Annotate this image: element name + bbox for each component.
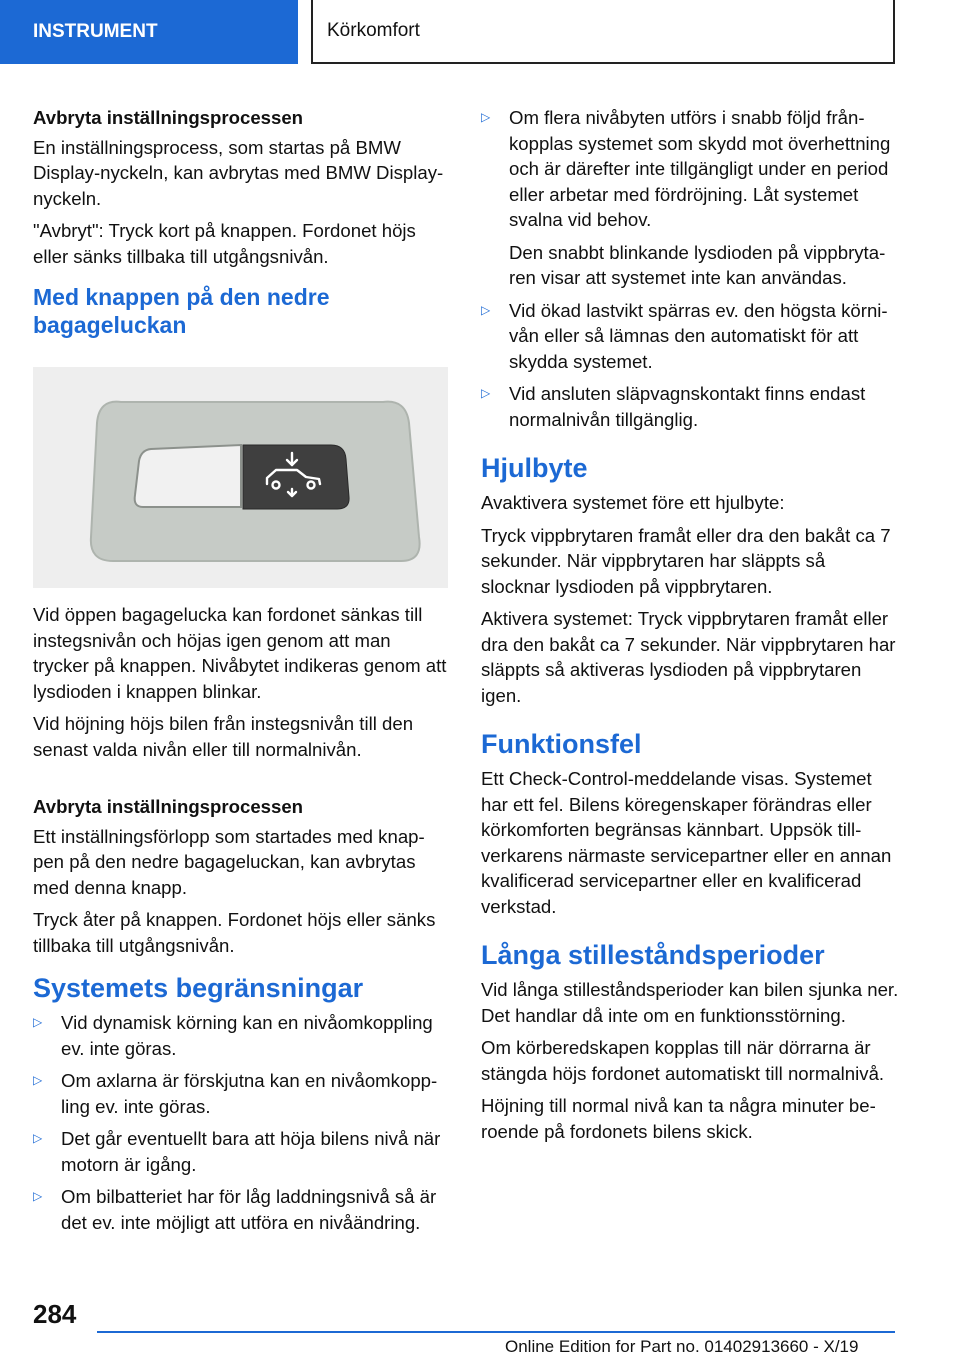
paragraph: "Avbryt": Tryck kort på knappen. Fordonet höjs eller sänks tillbaka till utgångsnivån. (33, 220, 416, 267)
heading-system-limits: Systemets begränsningar (33, 973, 364, 1003)
list-item (481, 381, 899, 432)
paragraph: Tryck vippbrytaren framåt eller dra den bakåt ca 7 sekunder. När vippbrytaren har släppts så slocknar lysdioden på vippbrytaren. (481, 524, 891, 597)
list-item-text: Om flera nivåbyten utförs i snabb följd frånkopplas systemet som skydd mot överhettning och är därefter inte tillgängligt under en period eller arbetar med fördröjning. Låt systemet svalna vid behov. (509, 107, 891, 230)
triangle-bullet-icon: ▷ (481, 110, 491, 124)
subheading-cancel-1: Avbryta inställningsprocessen (33, 107, 304, 128)
page-number: 284 (33, 1299, 77, 1329)
section-tab (0, 0, 298, 64)
paragraph: Höjning till normal nivå kan ta några minuter beroende på fordonets bilens skick. (481, 1095, 876, 1142)
left-column (33, 105, 448, 1242)
footer-divider (97, 1331, 895, 1333)
paragraph: Vid höjning höjs bilen från instegsnivån till den senast valda nivån eller till normalnivån. (33, 713, 414, 760)
list-item-continuation: Den snabbt blinkande lysdioden på vippbrytaren visar att systemet inte kan användas. (509, 241, 886, 288)
tailgate-button-illustration (33, 367, 448, 588)
heading-tailgate-button: Med knappen på den nedre bagageluckan (33, 284, 330, 338)
button-drawing (33, 367, 448, 588)
edition-note: Online Edition for Part no. 01402913660 - X/19 (505, 1337, 859, 1356)
paragraph: Ett inställningsförlopp som startades med knappen på den nedre bagageluckan, kan avbrytas med denna knapp. (33, 825, 425, 898)
paragraph: Om körberedskapen kopplas till när dörrarna är stängda höjs fordonet automatiskt till normalnivå. (481, 1037, 885, 1084)
paragraph: Tryck åter på knappen. Fordonet höjs eller sänks tillbaka till utgångsnivån. (33, 909, 436, 956)
paragraph: Avaktivera systemet före ett hjulbyte: (481, 492, 785, 513)
list-item (481, 105, 899, 233)
heading-malfunction: Funktionsfel (481, 729, 642, 759)
triangle-bullet-icon: ▷ (33, 1131, 43, 1145)
list-item-text: Om axlarna är förskjutna kan en nivåomkoppling ev. inte göras. (61, 1070, 438, 1117)
triangle-bullet-icon: ▷ (481, 302, 491, 317)
list-item-text: Vid ansluten släpvagnskontakt finns endast normalnivån tillgänglig. (509, 383, 866, 430)
list-item-text: Vid dynamisk körning kan en nivåomkoppling ev. inte göras. (61, 1012, 433, 1059)
list-item (481, 298, 899, 375)
list-item-text: Det går eventuellt bara att höja bilens nivå när motorn är igång. (61, 1128, 441, 1175)
paragraph: Ett Check-Control-meddelande visas. Systemet har ett fel. Bilens köregenskaper förändras eller körkomforten begränsas kännbart. Uppsök tillverkarens närmaste servicepartner eller en annan kvalificerad servicepartner eller en kvalificerad verkstad. (481, 768, 892, 917)
section-title: INSTRUMENT (33, 21, 158, 42)
triangle-bullet-icon: ▷ (33, 1189, 43, 1203)
topic-title: Körkomfort (327, 20, 420, 41)
triangle-bullet-icon: ▷ (33, 1015, 43, 1029)
heading-long-standstill: Långa stilleståndsperioder (481, 940, 825, 970)
heading-wheel-change: Hjulbyte (481, 453, 588, 483)
topic-header (311, 0, 895, 64)
list-item (33, 1184, 448, 1235)
right-column (481, 105, 899, 1151)
button-lever (243, 445, 349, 509)
list-item-text: Om bilbatteriet har för låg laddningsnivå så är det ev. inte möjligt att utföra en nivåändring. (61, 1186, 437, 1233)
list-item (33, 1126, 448, 1177)
list-item-text: Vid ökad lastvikt spärras ev. den högsta körnivån eller så lämnas den automatiskt för att skydda systemet. (509, 299, 888, 372)
list-item (33, 1068, 448, 1119)
paragraph: En inställningsprocess, som startas på BMW Display-nyckeln, kan avbrytas med BMW Display-nyckeln. (33, 136, 444, 209)
triangle-bullet-icon: ▷ (481, 386, 491, 400)
triangle-bullet-icon: ▷ (33, 1073, 43, 1087)
button-left-pad (135, 445, 241, 507)
paragraph: Vid öppen bagagelucka kan fordonet sänkas till instegsnivån och höjas igen genom att man trycker på knappen. Nivåbytet indikeras genom att lysdioden i knappen blinkar. (33, 604, 447, 702)
list-item (33, 1010, 448, 1061)
subheading-cancel-2: Avbryta inställningsprocessen (33, 796, 304, 817)
paragraph: Aktivera systemet: Tryck vippbrytaren framåt eller dra den bakåt ca 7 sekunder. När vippbrytaren har släppts så aktiveras lysdioden på vippbrytaren igen. (481, 608, 896, 706)
paragraph: Vid långa stilleståndsperioder kan bilen sjunka ner. Det handlar då inte om en funktionsstörning. (481, 979, 899, 1026)
